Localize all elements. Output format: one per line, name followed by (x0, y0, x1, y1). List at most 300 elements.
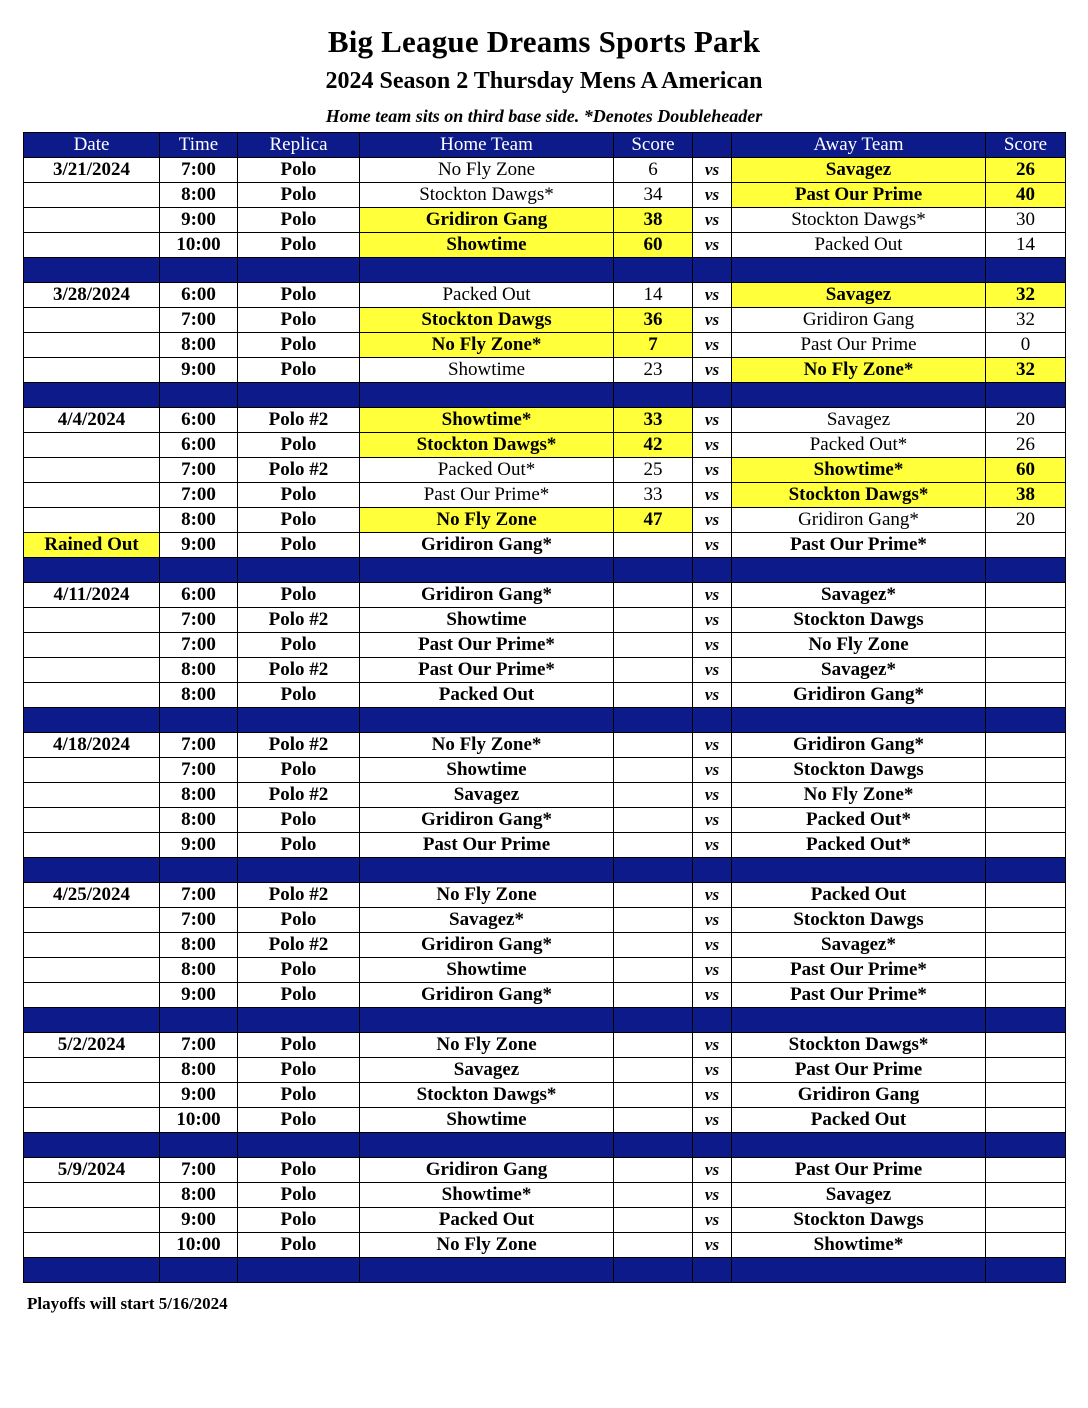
vs-cell: vs (693, 408, 732, 433)
table-row (24, 208, 1066, 233)
vs-cell: vs (693, 208, 732, 233)
away-team-cell: Stockton Dawgs (732, 1208, 986, 1233)
replica-cell: Polo (238, 808, 360, 833)
date-cell (24, 508, 160, 533)
date-cell (24, 458, 160, 483)
separator-cell (238, 1133, 360, 1158)
home-team-cell: Savagez (360, 1058, 614, 1083)
home-score-cell (614, 533, 693, 558)
time-cell: 8:00 (160, 333, 238, 358)
away-team-cell: Past Our Prime* (732, 958, 986, 983)
vs-cell: vs (693, 733, 732, 758)
table-row (24, 933, 1066, 958)
home-score-cell (614, 808, 693, 833)
separator-cell (693, 858, 732, 883)
away-score-cell: 26 (986, 433, 1066, 458)
home-score-cell (614, 1108, 693, 1133)
vs-cell: vs (693, 933, 732, 958)
separator-cell (360, 258, 614, 283)
home-score-cell (614, 1083, 693, 1108)
away-score-cell (986, 1083, 1066, 1108)
home-score-cell (614, 733, 693, 758)
away-team-cell: Savagez (732, 158, 986, 183)
table-row (24, 433, 1066, 458)
home-team-cell: Gridiron Gang* (360, 583, 614, 608)
column-header-away-score: Score (986, 133, 1066, 158)
away-team-cell: Savagez* (732, 933, 986, 958)
separator-cell (986, 1258, 1066, 1283)
table-row (24, 1083, 1066, 1108)
table-row (24, 1058, 1066, 1083)
separator-cell (986, 258, 1066, 283)
vs-cell: vs (693, 608, 732, 633)
away-score-cell (986, 658, 1066, 683)
home-team-cell: Showtime (360, 758, 614, 783)
away-team-cell: Savagez* (732, 583, 986, 608)
schedule-body (24, 158, 1066, 1283)
week-separator-row (24, 1008, 1066, 1033)
date-cell (24, 783, 160, 808)
page-title: Big League Dreams Sports Park (327, 24, 761, 59)
time-cell: 7:00 (160, 1158, 238, 1183)
separator-cell (160, 1008, 238, 1033)
separator-cell (693, 708, 732, 733)
away-score-cell: 60 (986, 458, 1066, 483)
time-cell: 7:00 (160, 608, 238, 633)
replica-cell: Polo (238, 983, 360, 1008)
table-row (24, 408, 1066, 433)
time-cell: 8:00 (160, 183, 238, 208)
table-row (24, 283, 1066, 308)
replica-cell: Polo (238, 633, 360, 658)
table-row (24, 1108, 1066, 1133)
separator-cell (238, 858, 360, 883)
home-team-cell: No Fly Zone* (360, 733, 614, 758)
away-score-cell: 40 (986, 183, 1066, 208)
separator-cell (693, 1258, 732, 1283)
home-score-cell (614, 583, 693, 608)
vs-cell: vs (693, 783, 732, 808)
away-score-cell (986, 883, 1066, 908)
vs-cell: vs (693, 158, 732, 183)
away-score-cell: 32 (986, 358, 1066, 383)
date-cell (24, 933, 160, 958)
separator-cell (24, 383, 160, 408)
vs-cell: vs (693, 533, 732, 558)
replica-cell: Polo (238, 483, 360, 508)
vs-cell: vs (693, 433, 732, 458)
replica-cell: Polo (238, 1233, 360, 1258)
away-score-cell (986, 1108, 1066, 1133)
time-cell: 6:00 (160, 283, 238, 308)
table-row (24, 158, 1066, 183)
table-row (24, 808, 1066, 833)
away-score-cell (986, 783, 1066, 808)
replica-cell: Polo (238, 208, 360, 233)
replica-cell: Polo #2 (238, 933, 360, 958)
column-header-date: Date (24, 133, 160, 158)
replica-cell: Polo #2 (238, 608, 360, 633)
column-header-time: Time (160, 133, 238, 158)
away-team-cell: Gridiron Gang* (732, 508, 986, 533)
home-score-cell (614, 983, 693, 1008)
separator-cell (238, 558, 360, 583)
separator-cell (238, 1008, 360, 1033)
replica-cell: Polo (238, 1108, 360, 1133)
home-score-cell (614, 1058, 693, 1083)
table-row (24, 533, 1066, 558)
vs-cell: vs (693, 1058, 732, 1083)
time-cell: 9:00 (160, 208, 238, 233)
vs-cell: vs (693, 983, 732, 1008)
time-cell: 9:00 (160, 983, 238, 1008)
separator-cell (24, 708, 160, 733)
separator-cell (24, 1133, 160, 1158)
replica-cell: Polo (238, 1058, 360, 1083)
date-cell (24, 208, 160, 233)
time-cell: 9:00 (160, 1208, 238, 1233)
away-team-cell: No Fly Zone (732, 633, 986, 658)
time-cell: 8:00 (160, 958, 238, 983)
home-score-cell: 6 (614, 158, 693, 183)
home-score-cell: 47 (614, 508, 693, 533)
table-row (24, 758, 1066, 783)
replica-cell: Polo (238, 533, 360, 558)
home-score-cell: 42 (614, 433, 693, 458)
away-team-cell: No Fly Zone* (732, 783, 986, 808)
home-team-cell: Savagez* (360, 908, 614, 933)
date-cell: 4/4/2024 (24, 408, 160, 433)
date-cell (24, 633, 160, 658)
table-row (24, 783, 1066, 808)
date-cell (24, 658, 160, 683)
away-team-cell: Past Our Prime* (732, 983, 986, 1008)
separator-cell (693, 383, 732, 408)
away-team-cell: Showtime* (732, 1233, 986, 1258)
home-score-cell (614, 1233, 693, 1258)
away-team-cell: Savagez (732, 408, 986, 433)
home-score-cell: 23 (614, 358, 693, 383)
away-team-cell: Packed Out (732, 883, 986, 908)
time-cell: 8:00 (160, 683, 238, 708)
separator-cell (614, 1008, 693, 1033)
away-score-cell (986, 758, 1066, 783)
time-cell: 9:00 (160, 1083, 238, 1108)
time-cell: 9:00 (160, 533, 238, 558)
replica-cell: Polo (238, 308, 360, 333)
away-score-cell: 38 (986, 483, 1066, 508)
replica-cell: Polo (238, 1033, 360, 1058)
replica-cell: Polo (238, 333, 360, 358)
separator-cell (614, 383, 693, 408)
table-row (24, 633, 1066, 658)
vs-cell: vs (693, 458, 732, 483)
replica-cell: Polo #2 (238, 883, 360, 908)
date-cell (24, 758, 160, 783)
table-row (24, 333, 1066, 358)
separator-cell (986, 1133, 1066, 1158)
time-cell: 7:00 (160, 458, 238, 483)
vs-cell: vs (693, 658, 732, 683)
home-score-cell (614, 1183, 693, 1208)
away-score-cell: 0 (986, 333, 1066, 358)
table-row (24, 833, 1066, 858)
date-cell (24, 1183, 160, 1208)
time-cell: 10:00 (160, 233, 238, 258)
vs-cell: vs (693, 333, 732, 358)
separator-cell (732, 383, 986, 408)
separator-cell (160, 1133, 238, 1158)
home-team-cell: Showtime (360, 358, 614, 383)
home-score-cell (614, 758, 693, 783)
replica-cell: Polo (238, 1183, 360, 1208)
away-score-cell: 14 (986, 233, 1066, 258)
time-cell: 6:00 (160, 408, 238, 433)
home-team-cell: Stockton Dawgs (360, 308, 614, 333)
vs-cell: vs (693, 1208, 732, 1233)
vs-cell: vs (693, 483, 732, 508)
away-score-cell (986, 608, 1066, 633)
replica-cell: Polo (238, 908, 360, 933)
separator-cell (360, 1133, 614, 1158)
vs-cell: vs (693, 1183, 732, 1208)
home-score-cell: 25 (614, 458, 693, 483)
date-cell (24, 183, 160, 208)
away-score-cell (986, 683, 1066, 708)
replica-cell: Polo #2 (238, 658, 360, 683)
separator-cell (360, 558, 614, 583)
home-team-cell: Packed Out (360, 683, 614, 708)
separator-cell (614, 258, 693, 283)
home-team-cell: Stockton Dawgs* (360, 1083, 614, 1108)
header-row (24, 133, 1066, 158)
date-cell: 4/25/2024 (24, 883, 160, 908)
week-separator-row (24, 1133, 1066, 1158)
separator-cell (614, 558, 693, 583)
date-cell (24, 1208, 160, 1233)
separator-cell (24, 858, 160, 883)
separator-cell (732, 1008, 986, 1033)
date-cell: 5/2/2024 (24, 1033, 160, 1058)
time-cell: 6:00 (160, 583, 238, 608)
separator-cell (24, 1008, 160, 1033)
away-score-cell (986, 1183, 1066, 1208)
away-team-cell: Packed Out (732, 233, 986, 258)
away-team-cell: Stockton Dawgs* (732, 208, 986, 233)
week-separator-row (24, 858, 1066, 883)
time-cell: 6:00 (160, 433, 238, 458)
home-team-cell: Past Our Prime* (360, 658, 614, 683)
home-team-cell: Showtime (360, 233, 614, 258)
separator-cell (238, 708, 360, 733)
vs-cell: vs (693, 1033, 732, 1058)
away-team-cell: Gridiron Gang* (732, 733, 986, 758)
time-cell: 10:00 (160, 1108, 238, 1133)
home-score-cell: 33 (614, 483, 693, 508)
separator-cell (732, 858, 986, 883)
home-team-cell: Packed Out* (360, 458, 614, 483)
table-row (24, 983, 1066, 1008)
away-team-cell: Stockton Dawgs (732, 608, 986, 633)
time-cell: 9:00 (160, 833, 238, 858)
away-team-cell: Packed Out (732, 1108, 986, 1133)
home-score-cell: 33 (614, 408, 693, 433)
vs-cell: vs (693, 808, 732, 833)
home-score-cell (614, 908, 693, 933)
table-row (24, 883, 1066, 908)
home-team-cell: Gridiron Gang* (360, 933, 614, 958)
table-row (24, 308, 1066, 333)
away-score-cell (986, 533, 1066, 558)
time-cell: 7:00 (160, 158, 238, 183)
home-score-cell (614, 1033, 693, 1058)
vs-cell: vs (693, 358, 732, 383)
date-cell (24, 958, 160, 983)
separator-cell (360, 1258, 614, 1283)
home-team-cell: Gridiron Gang (360, 1158, 614, 1183)
table-row (24, 458, 1066, 483)
date-cell (24, 833, 160, 858)
time-cell: 7:00 (160, 1033, 238, 1058)
table-row (24, 508, 1066, 533)
vs-cell: vs (693, 1108, 732, 1133)
vs-cell: vs (693, 908, 732, 933)
away-score-cell (986, 908, 1066, 933)
time-cell: 8:00 (160, 1058, 238, 1083)
separator-cell (693, 1008, 732, 1033)
away-score-cell (986, 983, 1066, 1008)
away-team-cell: Past Our Prime (732, 183, 986, 208)
time-cell: 9:00 (160, 358, 238, 383)
separator-cell (693, 258, 732, 283)
away-team-cell: Gridiron Gang (732, 308, 986, 333)
table-row (24, 1183, 1066, 1208)
date-cell (24, 358, 160, 383)
separator-cell (160, 258, 238, 283)
week-separator-row (24, 1258, 1066, 1283)
away-score-cell: 30 (986, 208, 1066, 233)
separator-cell (732, 708, 986, 733)
away-score-cell (986, 833, 1066, 858)
table-row (24, 908, 1066, 933)
home-score-cell (614, 633, 693, 658)
date-cell (24, 1108, 160, 1133)
table-row (24, 1033, 1066, 1058)
away-score-cell: 32 (986, 308, 1066, 333)
separator-cell (986, 1008, 1066, 1033)
away-team-cell: Past Our Prime (732, 1158, 986, 1183)
separator-cell (160, 708, 238, 733)
column-header-away-team: Away Team (732, 133, 986, 158)
separator-cell (160, 1258, 238, 1283)
table-row (24, 733, 1066, 758)
vs-cell: vs (693, 1233, 732, 1258)
rained-out-label: Rained Out (24, 533, 160, 558)
home-team-cell: Gridiron Gang (360, 208, 614, 233)
separator-cell (614, 1133, 693, 1158)
separator-cell (986, 558, 1066, 583)
replica-cell: Polo (238, 1158, 360, 1183)
away-team-cell: No Fly Zone* (732, 358, 986, 383)
separator-cell (160, 558, 238, 583)
home-team-cell: No Fly Zone (360, 1033, 614, 1058)
separator-cell (732, 1133, 986, 1158)
time-cell: 7:00 (160, 633, 238, 658)
schedule-table (23, 132, 1066, 1283)
column-header-vs (693, 133, 732, 158)
separator-cell (160, 383, 238, 408)
table-row (24, 183, 1066, 208)
away-team-cell: Stockton Dawgs (732, 908, 986, 933)
away-score-cell (986, 933, 1066, 958)
home-score-cell: 14 (614, 283, 693, 308)
home-team-cell: Gridiron Gang* (360, 808, 614, 833)
replica-cell: Polo #2 (238, 733, 360, 758)
week-separator-row (24, 708, 1066, 733)
time-cell: 7:00 (160, 883, 238, 908)
away-team-cell: Stockton Dawgs (732, 758, 986, 783)
away-team-cell: Stockton Dawgs* (732, 1033, 986, 1058)
replica-cell: Polo (238, 583, 360, 608)
separator-cell (360, 858, 614, 883)
date-cell (24, 608, 160, 633)
table-row (24, 683, 1066, 708)
away-score-cell (986, 1033, 1066, 1058)
table-row (24, 1233, 1066, 1258)
away-team-cell: Gridiron Gang* (732, 683, 986, 708)
replica-cell: Polo (238, 183, 360, 208)
page-subtitle: 2024 Season 2 Thursday Mens A American (325, 68, 763, 94)
away-team-cell: Stockton Dawgs* (732, 483, 986, 508)
time-cell: 8:00 (160, 658, 238, 683)
table-row (24, 1208, 1066, 1233)
date-cell (24, 1233, 160, 1258)
away-score-cell: 32 (986, 283, 1066, 308)
away-team-cell: Savagez (732, 1183, 986, 1208)
home-team-cell: No Fly Zone* (360, 333, 614, 358)
away-team-cell: Savagez* (732, 658, 986, 683)
home-team-cell: Stockton Dawgs* (360, 183, 614, 208)
separator-cell (732, 558, 986, 583)
vs-cell: vs (693, 958, 732, 983)
table-row (24, 483, 1066, 508)
replica-cell: Polo (238, 758, 360, 783)
replica-cell: Polo (238, 683, 360, 708)
replica-cell: Polo (238, 508, 360, 533)
away-score-cell (986, 958, 1066, 983)
away-score-cell (986, 1158, 1066, 1183)
replica-cell: Polo (238, 833, 360, 858)
separator-cell (986, 383, 1066, 408)
replica-cell: Polo (238, 283, 360, 308)
table-row (24, 1158, 1066, 1183)
replica-cell: Polo #2 (238, 783, 360, 808)
home-team-cell: No Fly Zone (360, 158, 614, 183)
home-team-cell: Packed Out (360, 1208, 614, 1233)
home-team-cell: No Fly Zone (360, 1233, 614, 1258)
separator-cell (160, 858, 238, 883)
table-row (24, 583, 1066, 608)
separator-cell (614, 1258, 693, 1283)
home-team-cell: Past Our Prime* (360, 633, 614, 658)
away-score-cell: 20 (986, 508, 1066, 533)
away-team-cell: Packed Out* (732, 833, 986, 858)
away-team-cell: Past Our Prime (732, 1058, 986, 1083)
time-cell: 7:00 (160, 733, 238, 758)
home-score-cell (614, 1208, 693, 1233)
date-cell (24, 308, 160, 333)
vs-cell: vs (693, 183, 732, 208)
